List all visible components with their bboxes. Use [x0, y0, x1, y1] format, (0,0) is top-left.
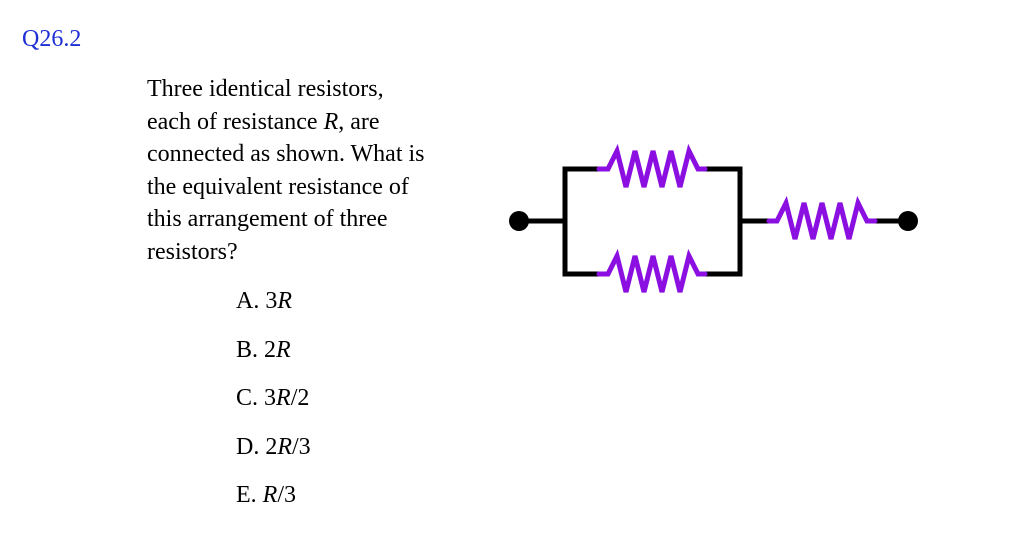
variable-symbol: R [323, 108, 339, 135]
question-text [147, 73, 477, 268]
text-run: /2 [290, 385, 310, 411]
text-run: resistors? [147, 238, 238, 265]
text-run: , are [338, 108, 380, 135]
question-line [147, 138, 477, 171]
resistor-parallel-top [599, 151, 705, 187]
choice-letter: C. [236, 385, 265, 411]
choice-item [236, 379, 311, 428]
choice-letter: B. [236, 336, 265, 363]
wire-parallel-left-rail [565, 169, 599, 274]
terminal-right [898, 211, 918, 231]
text-run: this arrangement of three [147, 206, 388, 232]
question-line [147, 171, 477, 204]
choice-item [236, 331, 311, 380]
terminal-left [509, 211, 529, 231]
resistor-series [769, 203, 875, 239]
slide-number: Q26.2 [22, 26, 82, 52]
wire-parallel-right-rail [705, 169, 740, 274]
variable-symbol: R [276, 336, 291, 363]
question-line [147, 106, 477, 139]
question-line [147, 203, 477, 236]
variable-symbol: R [276, 385, 291, 411]
variable-symbol: R [277, 433, 293, 460]
resistor-parallel-bottom [599, 256, 705, 292]
text-run: connected as shown. What is [147, 141, 425, 167]
text-run: each of resistance [147, 108, 324, 135]
choice-item [236, 476, 311, 525]
variable-symbol: R [262, 482, 278, 508]
choice-item [236, 428, 311, 477]
question-line [147, 73, 477, 106]
text-run: 3 [265, 288, 278, 314]
choice-item [236, 282, 311, 331]
text-run: /3 [292, 433, 311, 460]
choice-letter: A. [236, 288, 266, 314]
variable-symbol: R [277, 288, 293, 314]
choice-letter: E. [236, 482, 263, 508]
resistors [599, 151, 875, 292]
text-run: 3 [264, 385, 277, 411]
text-run: 2 [264, 336, 277, 363]
question-line [147, 236, 477, 269]
choice-letter: D. [236, 433, 266, 460]
circuit-diagram [505, 140, 925, 300]
text-run: /3 [277, 482, 297, 508]
text-run: the equivalent resistance of [147, 173, 409, 200]
text-run: 2 [265, 433, 278, 460]
text-run: Three identical resistors, [147, 76, 384, 102]
answer-choices [236, 282, 311, 525]
